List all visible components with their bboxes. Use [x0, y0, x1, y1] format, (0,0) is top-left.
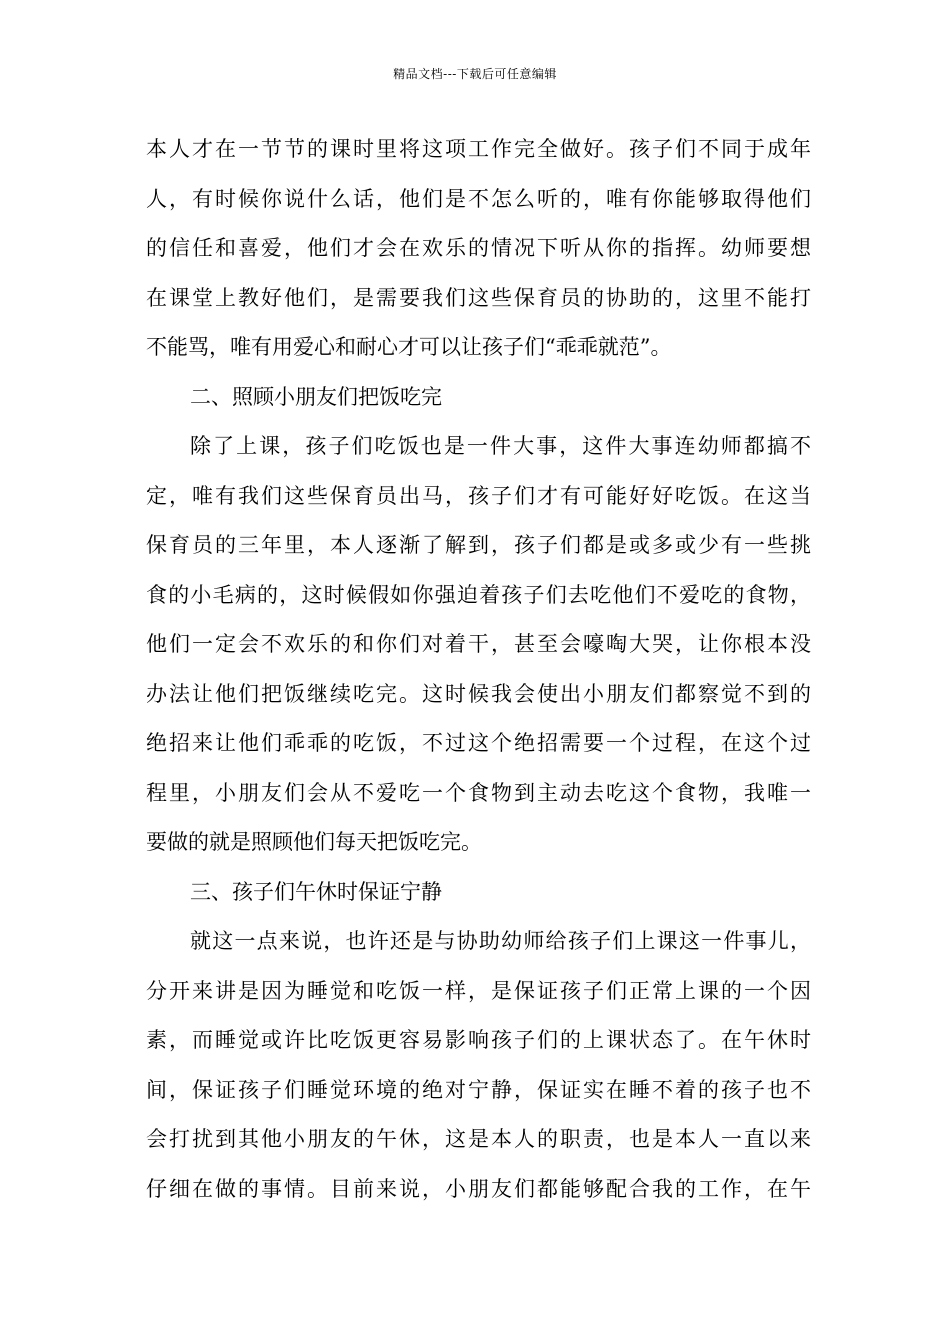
- text-line: 程里，小朋友们会从不爱吃一个食物到主动去吃这个食物，我唯一: [146, 780, 811, 805]
- text-line: 不能骂，唯有用爱心和耐心才可以让孩子们“乖乖就范”。: [146, 335, 672, 359]
- text-line: 的信任和喜爱，他们才会在欢乐的情况下听从你的指挥。幼师要想: [146, 236, 811, 260]
- text-line: 办法让他们把饭继续吃完。这时候我会使出小朋友们都察觉不到的: [146, 681, 811, 706]
- text-line: 在课堂上教好他们，是需要我们这些保育员的协助的，这里不能打: [146, 285, 811, 310]
- document-body: [146, 125, 811, 1214]
- text-line: 保育员的三年里，本人逐渐了解到，孩子们都是或多或少有一些挑: [146, 533, 811, 557]
- text-line: 仔细在做的事情。目前来说，小朋友们都能够配合我的工作，在午: [146, 1176, 811, 1201]
- text-line: 人，有时候你说什么话，他们是不怎么听的，唯有你能够取得他们: [146, 186, 811, 211]
- text-line: 三、孩子们午休时保证宁静: [190, 879, 442, 904]
- text-line: 就这一点来说，也许还是与协助幼师给孩子们上课这一件事儿，: [190, 929, 811, 953]
- text-line: 素，而睡觉或许比吃饭更容易影响孩子们的上课状态了。在午休时: [146, 1028, 811, 1052]
- text-line: 二、照顾小朋友们把饭吃完: [190, 384, 442, 409]
- text-line: 绝招来让他们乖乖的吃饭，不过这个绝招需要一个过程，在这个过: [146, 731, 811, 755]
- text-line: 除了上课，孩子们吃饭也是一件大事，这件大事连幼师都搞不: [190, 434, 811, 458]
- text-line: 食的小毛病的，这时候假如你强迫着孩子们去吃他们不爱吃的食物，: [146, 582, 811, 607]
- text-line: 要做的就是照顾他们每天把饭吃完。: [146, 830, 482, 854]
- text-line: 定，唯有我们这些保育员出马，孩子们才有可能好好吃饭。在这当: [146, 483, 811, 508]
- text-line: 分开来讲是因为睡觉和吃饭一样，是保证孩子们正常上课的一个因: [146, 978, 811, 1003]
- text-line: 本人才在一节节的课时里将这项工作完全做好。孩子们不同于成年: [146, 137, 811, 161]
- text-line: 他们一定会不欢乐的和你们对着干，甚至会嚎啕大哭，让你根本没: [146, 632, 811, 656]
- text-line: 间，保证孩子们睡觉环境的绝对宁静，保证实在睡不着的孩子也不: [146, 1077, 811, 1102]
- text-line: 会打扰到其他小朋友的午休，这是本人的职责，也是本人一直以来: [146, 1127, 811, 1151]
- page-header: 精品文档---下载后可任意编辑: [393, 67, 557, 81]
